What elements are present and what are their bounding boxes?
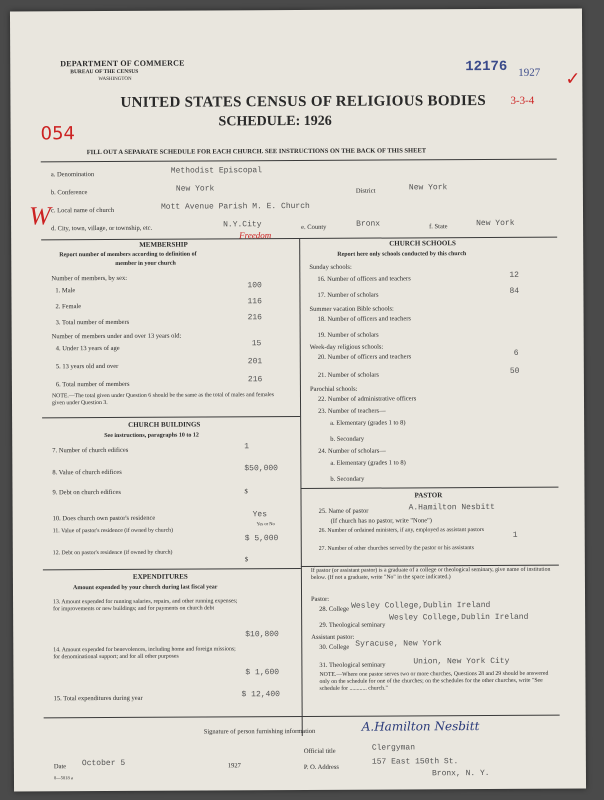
city-value: N.Y.City — [223, 220, 262, 230]
divider — [41, 159, 557, 163]
q18-label: 18. Number of officers and teachers — [317, 315, 411, 323]
q19-label: 19. Number of scholars — [317, 331, 379, 339]
date-year: 1927 — [227, 762, 241, 770]
q6-value: 216 — [247, 375, 263, 385]
sunday-label: Sunday schools: — [309, 263, 352, 271]
red-margin-mark: W — [28, 201, 51, 231]
red-code: 054 — [40, 123, 76, 145]
po-address-line1: 157 East 150th St. — [371, 757, 459, 767]
q28-label: 28. College — [319, 605, 350, 613]
po-address-label: P. O. Address — [303, 763, 339, 771]
red-fraction: 3-3-4 — [510, 94, 535, 107]
official-title-value: Clergyman — [371, 743, 416, 753]
bureau-name: BUREAU OF THE CENSUS — [70, 68, 139, 76]
graduate-note: If pastor (or assistant pastor) is a graduate of a college or theological seminary, give name of institution below. (If not a graduate, write "No" in the space indicated.) — [310, 566, 551, 581]
q14-value: $ 1,600 — [245, 668, 280, 678]
po-address-line2: Bronx, N. Y. — [431, 769, 490, 779]
county-value: Bronx — [356, 219, 381, 229]
assistant-label: Assistant pastor: — [311, 633, 355, 641]
stamp-number: 12176 — [465, 58, 508, 76]
q9-value: $ — [244, 488, 248, 496]
district-label: District — [355, 187, 376, 195]
district-value: New York — [408, 183, 448, 193]
county-label: e. County — [301, 223, 327, 231]
census-form-page — [10, 9, 586, 792]
q12-value: $ — [244, 556, 249, 564]
q16-value: 12 — [509, 270, 519, 280]
state-label: f. State — [429, 223, 448, 231]
city-label: d. City, town, village, or township, etc. — [51, 224, 153, 233]
q7-value: 1 — [244, 442, 250, 452]
q7-label: 7. Number of church edifices — [52, 446, 129, 455]
pastor-label: Pastor: — [311, 595, 330, 603]
q8-label: 8. Value of church edifices — [52, 468, 122, 477]
divider — [42, 416, 300, 418]
q15-value: $ 12,400 — [241, 690, 280, 700]
q2-label: 2. Female — [55, 303, 82, 311]
q15-label: 15. Total expenditures during year — [53, 694, 143, 703]
q29-value: Wesley College,Dublin Ireland — [389, 612, 529, 623]
q4-value: 15 — [251, 339, 262, 349]
q10-value: Yes — [252, 510, 268, 520]
signature: A.Hamilton Nesbitt — [361, 719, 480, 734]
weekday-label: Week-day religious schools: — [309, 343, 384, 351]
q30-value: Syracuse, New York — [355, 639, 442, 649]
q26-value: 1 — [512, 530, 518, 540]
q2-value: 116 — [247, 297, 262, 307]
q3-label: 3. Total number of members — [55, 318, 130, 327]
q11-value: $ 5,000 — [244, 534, 279, 544]
form-code: 8—5818 a — [53, 775, 73, 781]
conference-label: b. Conference — [50, 189, 88, 197]
red-overwrite: Freedom — [239, 230, 272, 241]
local-name-label: c. Local name of church — [50, 206, 115, 215]
bureau-city: WASHINGTON — [98, 76, 132, 83]
q24a-label: a. Elementary (grades 1 to 8) — [330, 459, 406, 467]
membership-title: MEMBERSHIP — [139, 240, 188, 249]
q17-value: 84 — [509, 286, 520, 296]
q8-value: $50,000 — [244, 464, 278, 474]
form-instruction: FILL OUT A SEPARATE SCHEDULE FOR EACH CHURCH. SEE INSTRUCTIONS ON THE BACK OF THIS SHEET — [86, 147, 427, 157]
q23a-label: a. Elementary (grades 1 to 8) — [330, 419, 406, 427]
q4-label: 4. Under 13 years of age — [55, 344, 120, 353]
q1-value: 100 — [247, 281, 262, 291]
q17-label: 17. Number of scholars — [317, 291, 379, 299]
date-label: Date — [53, 763, 67, 771]
divider — [43, 568, 301, 570]
q13-label: 13. Amount expended for running salaries, repairs, and other running expenses; for improvements or new buildings; and for payments on church debt — [53, 598, 238, 613]
q25-value: A.Hamilton Nesbitt — [408, 502, 496, 513]
schools-sub: Report here only schools conducted by this church — [337, 251, 467, 258]
q9-label: 9. Debt on church edifices — [52, 488, 121, 497]
q12-label: 12. Debt on pastor's residence (if owned by church) — [52, 549, 173, 557]
q29-label: 29. Theological seminary — [319, 621, 386, 629]
q24b-label: b. Secondary — [330, 475, 365, 483]
signature-label: Signature of person furnishing information — [203, 727, 316, 736]
pastor-title: PASTOR — [414, 491, 443, 500]
buildings-title: CHURCH BUILDINGS — [128, 420, 201, 429]
stamp-year: 1927 — [518, 66, 541, 79]
pastor-note: NOTE.—Where one pastor serves two or more churches, Questions 28 and 29 should be answered only on the schedule for one of the churches; on the schedules for the other churches, write "See schedule for ............ church." — [319, 670, 549, 692]
parochial-label: Parochial schools: — [309, 385, 358, 393]
form-schedule: SCHEDULE: 1926 — [218, 113, 332, 130]
membership-intro1: Report number of members according to definition of — [59, 251, 197, 259]
denomination-label: a. Denomination — [50, 171, 95, 179]
q30-label: 30. College — [319, 643, 350, 651]
official-title-label: Official title — [303, 747, 336, 755]
q31-value: Union, New York City — [413, 656, 510, 667]
divider — [300, 487, 558, 489]
department-name: DEPARTMENT OF COMMERCE — [60, 58, 185, 69]
buildings-sub: See instructions, paragraphs 10 to 12 — [104, 432, 199, 440]
expenditures-title: EXPENDITURES — [132, 572, 188, 581]
q25-label: 25. Name of pastor — [318, 507, 369, 515]
summer-label: Summer vacation Bible schools: — [309, 305, 394, 313]
q11-label: 11. Value of pastor's residence (if owned by church) — [52, 527, 174, 535]
q23b-label: b. Secondary — [330, 435, 365, 443]
q10-label: 10. Does church own pastor's residence — [52, 514, 156, 523]
red-checkmark: ✓ — [565, 68, 581, 89]
q27-label: 27. Number of other churches served by the pastor or his assistants — [318, 545, 474, 552]
q14-label: 14. Amount expended for benevolences, including home and foreign missions; for denominational support; and for all other purposes — [53, 646, 236, 661]
local-name-value: Mott Avenue Parish M. E. Church — [160, 201, 310, 212]
q13-value: $10,800 — [245, 630, 279, 640]
q23-label: 23. Number of teachers— — [318, 407, 386, 415]
date-value: October 5 — [81, 758, 126, 769]
yes-no-hint: Yes or No — [256, 521, 275, 527]
q3-value: 216 — [247, 313, 262, 323]
q20-value: 6 — [513, 348, 519, 358]
conference-value: New York — [175, 184, 215, 194]
q24-label: 24. Number of scholars— — [318, 447, 386, 455]
q6-label: 6. Total number of members — [55, 380, 130, 389]
denomination-value: Methodist Episcopal — [170, 166, 263, 176]
form-title: UNITED STATES CENSUS OF RELIGIOUS BODIES — [120, 93, 487, 111]
q25-note: (If church has no pastor, write "None") — [330, 517, 432, 525]
q16-label: 16. Number of officers and teachers — [317, 275, 411, 283]
q20-label: 20. Number of officers and teachers — [317, 353, 412, 361]
q22-label: 22. Number of administrative officers — [317, 395, 417, 403]
schools-title: CHURCH SCHOOLS — [389, 239, 456, 248]
q5-value: 201 — [247, 357, 263, 367]
by-sex-label: Number of members, by sex: — [51, 274, 128, 283]
q31-label: 31. Theological seminary — [319, 661, 386, 669]
by-age-label: Number of members under and over 13 years old: — [51, 332, 182, 341]
membership-note: NOTE.—The total given under Question 6 should be the same as the total of males and females given under Question 3. — [51, 392, 274, 407]
expenditures-sub: Amount expended by your church during last fiscal year — [72, 584, 218, 592]
state-value: New York — [476, 218, 515, 229]
q26-label: 26. Number of ordained ministers, if any, employed as assistant pastors — [318, 527, 484, 534]
membership-intro2: member in your church — [115, 260, 176, 267]
q1-label: 1. Male — [55, 287, 76, 295]
q21-label: 21. Number of scholars — [317, 371, 379, 379]
q28-value: Wesley College,Dublin Ireland — [351, 600, 491, 611]
q21-value: 50 — [509, 366, 520, 376]
q5-label: 5. 13 years old and over — [55, 362, 119, 371]
